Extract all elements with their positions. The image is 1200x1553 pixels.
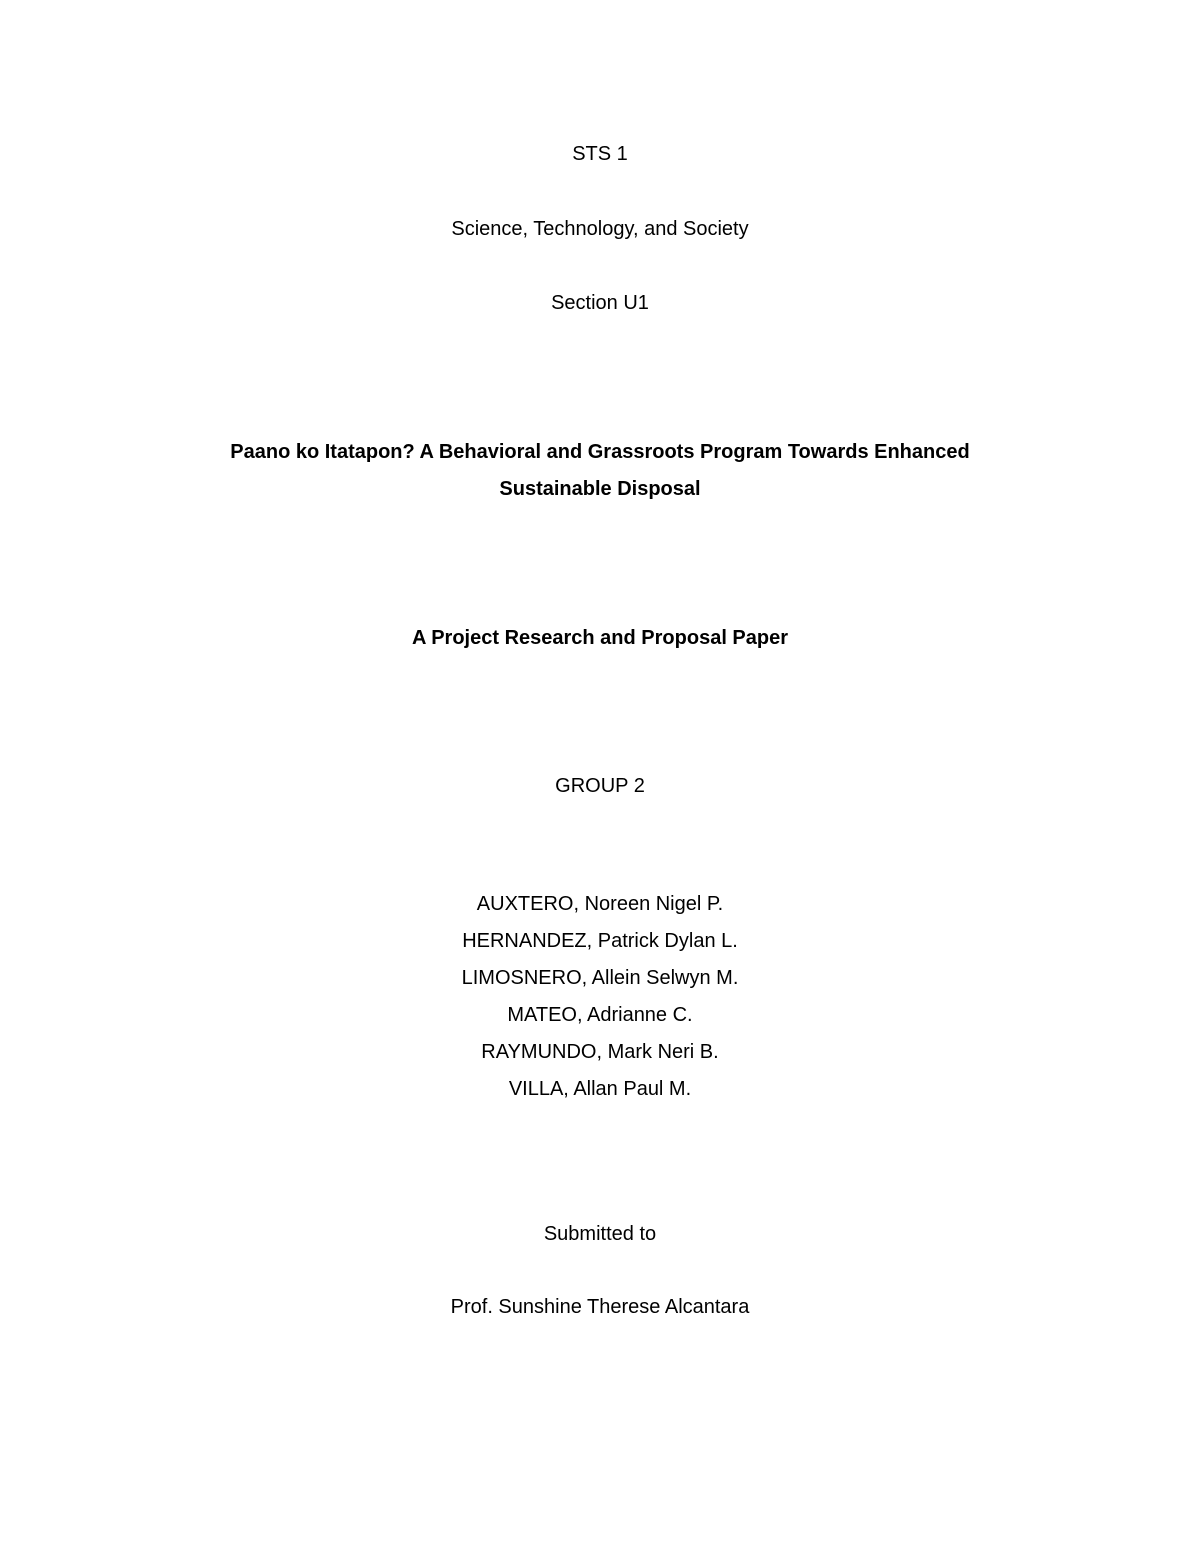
course-name: Science, Technology, and Society xyxy=(451,218,749,240)
submitted-to-label: Submitted to xyxy=(543,1223,657,1245)
member-name: AUXTERO, Noreen Nigel P. xyxy=(476,893,724,915)
member-name: HERNANDEZ, Patrick Dylan L. xyxy=(462,930,738,952)
paper-title-line-2: Sustainable Disposal xyxy=(499,478,701,500)
member-name: MATEO, Adrianne C. xyxy=(507,1004,693,1026)
paper-title-line-1: Paano ko Itatapon? A Behavioral and Grassroots Program Towards Enhanced xyxy=(230,441,970,463)
group-label: GROUP 2 xyxy=(555,775,645,797)
professor-name: Prof. Sunshine Therese Alcantara xyxy=(450,1296,750,1318)
course-code: STS 1 xyxy=(572,143,628,165)
section-label: Section U1 xyxy=(551,292,649,314)
paper-type: A Project Research and Proposal Paper xyxy=(411,627,789,649)
member-list xyxy=(0,886,1200,1108)
member-name: RAYMUNDO, Mark Neri B. xyxy=(481,1041,719,1063)
member-name: VILLA, Allan Paul M. xyxy=(508,1078,692,1100)
member-name: LIMOSNERO, Allein Selwyn M. xyxy=(461,967,739,989)
